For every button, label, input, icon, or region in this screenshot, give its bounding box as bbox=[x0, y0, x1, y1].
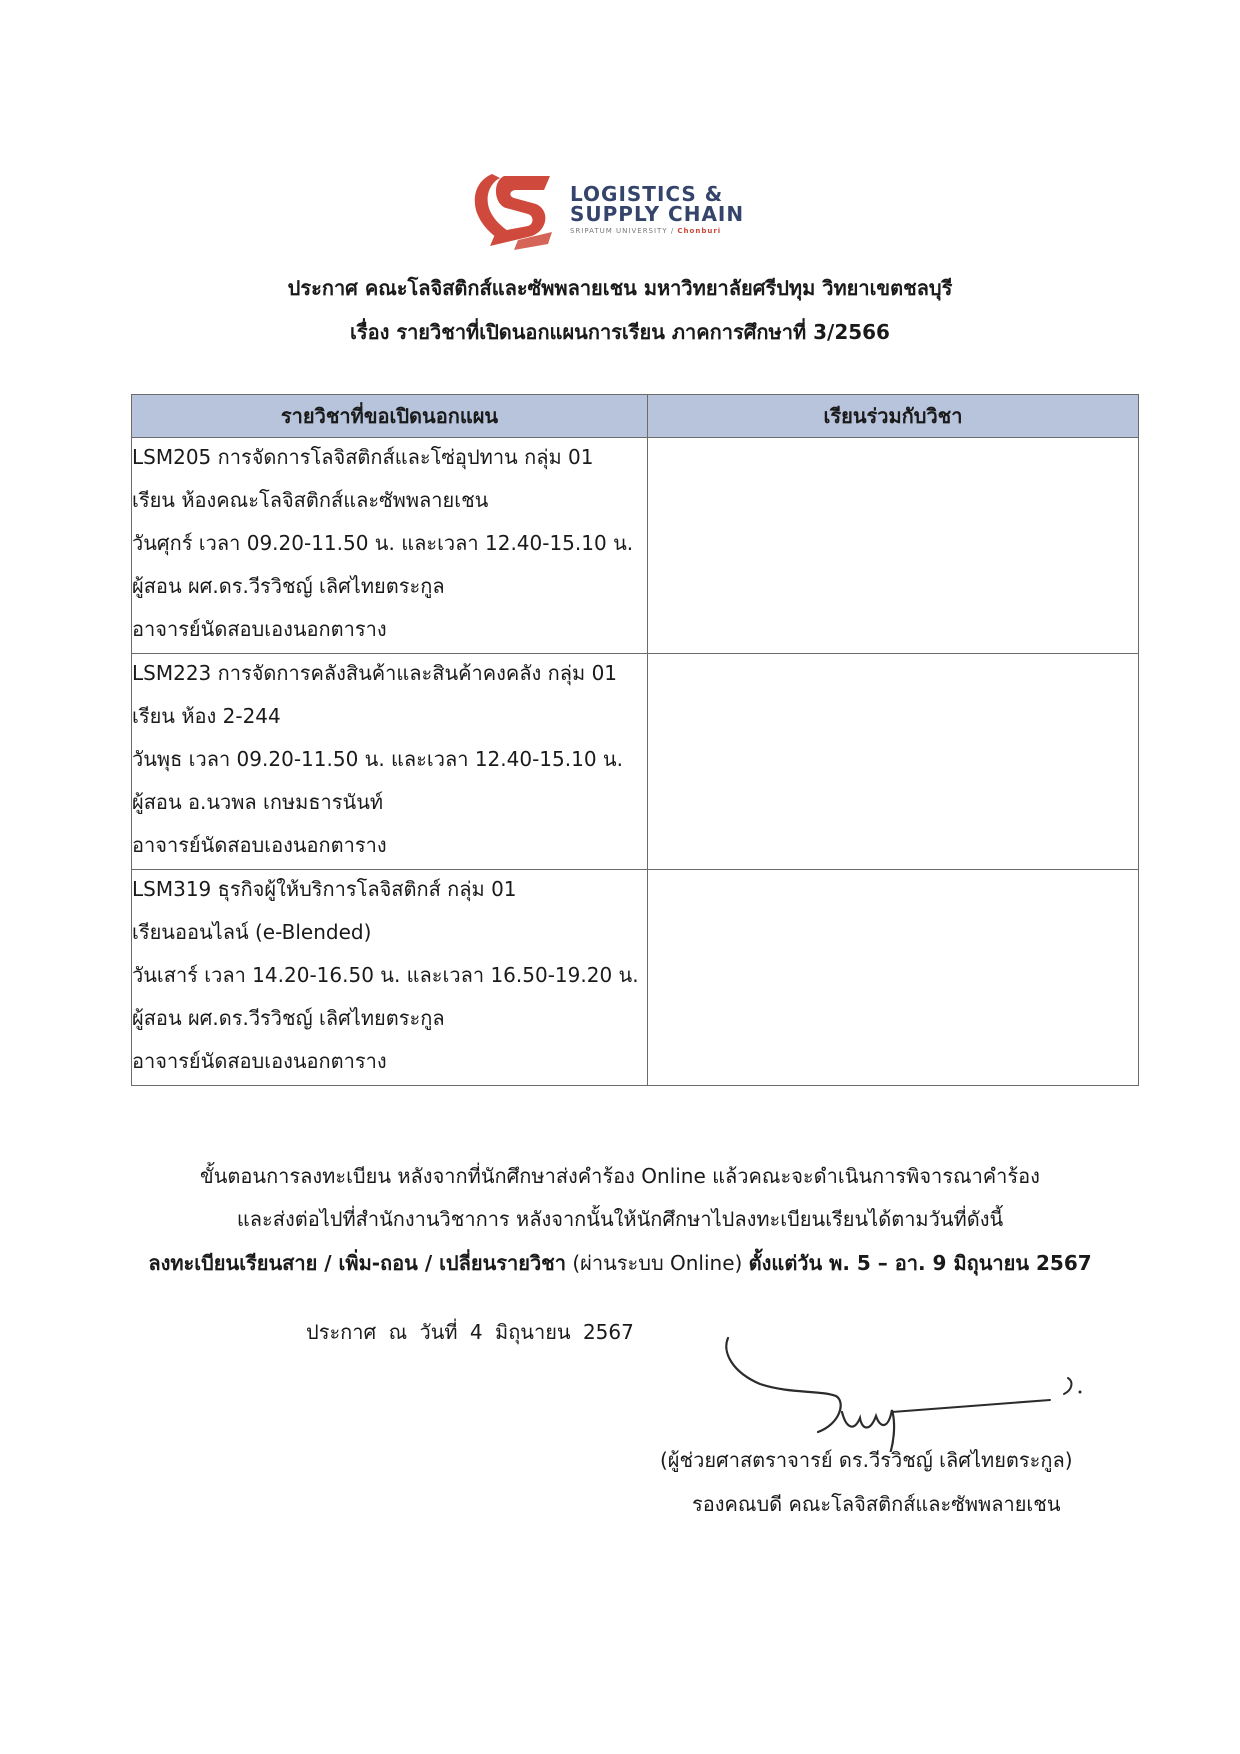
ls-logo-icon bbox=[470, 170, 556, 250]
joint-course-cell bbox=[648, 438, 1139, 654]
course-exam-line: อาจารย์นัดสอบเองนอกตาราง bbox=[132, 617, 387, 641]
logo-text-supply-chain: SUPPLY CHAIN bbox=[570, 202, 745, 226]
course-cell bbox=[132, 654, 648, 870]
course-time-line: วันเสาร์ เวลา 14.20-16.50 น. และเวลา 16.50-19.20 น. bbox=[132, 963, 639, 987]
course-code-line: LSM223 การจัดการคลังสินค้าและสินค้าคงคลัง กลุ่ม 01 bbox=[132, 661, 618, 685]
signer-title: รองคณบดี คณะโลจิสติกส์และซัพพลายเชน bbox=[692, 1492, 1061, 1516]
course-exam-line: อาจารย์นัดสอบเองนอกตาราง bbox=[132, 833, 387, 857]
course-code-line: LSM205 การจัดการโลจิสติกส์และโซ่อุปทาน กลุ่ม 01 bbox=[132, 445, 594, 469]
course-time-line: วันศุกร์ เวลา 09.20-11.50 น. และเวลา 12.40-15.10 น. bbox=[132, 531, 634, 555]
logo-sub-university: SRIPATUM UNIVERSITY / bbox=[570, 227, 678, 235]
table-row bbox=[132, 870, 1139, 1086]
announcement-title: ประกาศ คณะโลจิสติกส์และซัพพลายเชน มหาวิทยาลัยศรีปทุม วิทยาเขตชลบุรี bbox=[287, 276, 953, 300]
logo-sub-campus: Chonburi bbox=[677, 227, 722, 235]
course-instructor-line: ผู้สอน ผศ.ดร.วีรวิชญ์ เลิศไทยตระกูล bbox=[132, 1006, 445, 1030]
logo-subtitle bbox=[570, 227, 721, 235]
registration-channel: (ผ่านระบบ Online) bbox=[565, 1251, 749, 1275]
registration-types: ลงทะเบียนเรียนสาย / เพิ่ม-ถอน / เปลี่ยนรายวิชา bbox=[148, 1251, 566, 1275]
procedure-line-3 bbox=[0, 1247, 1240, 1279]
course-time-line: วันพุธ เวลา 09.20-11.50 น. และเวลา 12.40-15.10 น. bbox=[132, 747, 623, 771]
course-table bbox=[131, 394, 1139, 1086]
header-joint-course: เรียนร่วมกับวิชา bbox=[648, 395, 1139, 438]
procedure-line-1: ขั้นตอนการลงทะเบียน หลังจากที่นักศึกษาส่งคำร้อง Online แล้วคณะจะดำเนินการพิจารณาคำร้อง bbox=[200, 1164, 1040, 1188]
faculty-logo bbox=[470, 170, 750, 250]
signature-icon bbox=[720, 1332, 1100, 1452]
procedure-line-2: และส่งต่อไปที่สำนักงานวิชาการ หลังจากนั้นให้นักศึกษาไปลงทะเบียนเรียนได้ตามวันที่ดังนี้ bbox=[236, 1207, 1004, 1231]
table-header-row bbox=[132, 395, 1139, 438]
course-room-line: เรียน ห้อง 2-244 bbox=[132, 704, 281, 728]
table-row bbox=[132, 438, 1139, 654]
course-cell bbox=[132, 438, 648, 654]
table-row bbox=[132, 654, 1139, 870]
course-room-line: เรียน ห้องคณะโลจิสติกส์และซัพพลายเชน bbox=[132, 488, 489, 512]
header-requested-course: รายวิชาที่ขอเปิดนอกแผน bbox=[132, 395, 648, 438]
registration-period: ตั้งแต่วัน พ. 5 – อา. 9 มิถุนายน 2567 bbox=[748, 1251, 1092, 1275]
course-exam-line: อาจารย์นัดสอบเองนอกตาราง bbox=[132, 1049, 387, 1073]
course-instructor-line: ผู้สอน ผศ.ดร.วีรวิชญ์ เลิศไทยตระกูล bbox=[132, 574, 445, 598]
announcement-date: ประกาศ ณ วันที่ 4 มิถุนายน 2567 bbox=[306, 1320, 634, 1344]
announcement-subject: เรื่อง รายวิชาที่เปิดนอกแผนการเรียน ภาคการศึกษาที่ 3/2566 bbox=[350, 320, 890, 344]
joint-course-cell bbox=[648, 870, 1139, 1086]
signer-name: (ผู้ช่วยศาสตราจารย์ ดร.วีรวิชญ์ เลิศไทยตระกูล) bbox=[660, 1448, 1073, 1472]
logo-text-logistics: LOGISTICS & bbox=[570, 182, 724, 206]
course-instructor-line: ผู้สอน อ.นวพล เกษมธารนันท์ bbox=[132, 790, 384, 814]
joint-course-cell bbox=[648, 654, 1139, 870]
course-code-line: LSM319 ธุรกิจผู้ให้บริการโลจิสติกส์ กลุ่ม 01 bbox=[132, 877, 517, 901]
course-cell bbox=[132, 870, 648, 1086]
course-room-line: เรียนออนไลน์ (e-Blended) bbox=[132, 920, 372, 944]
